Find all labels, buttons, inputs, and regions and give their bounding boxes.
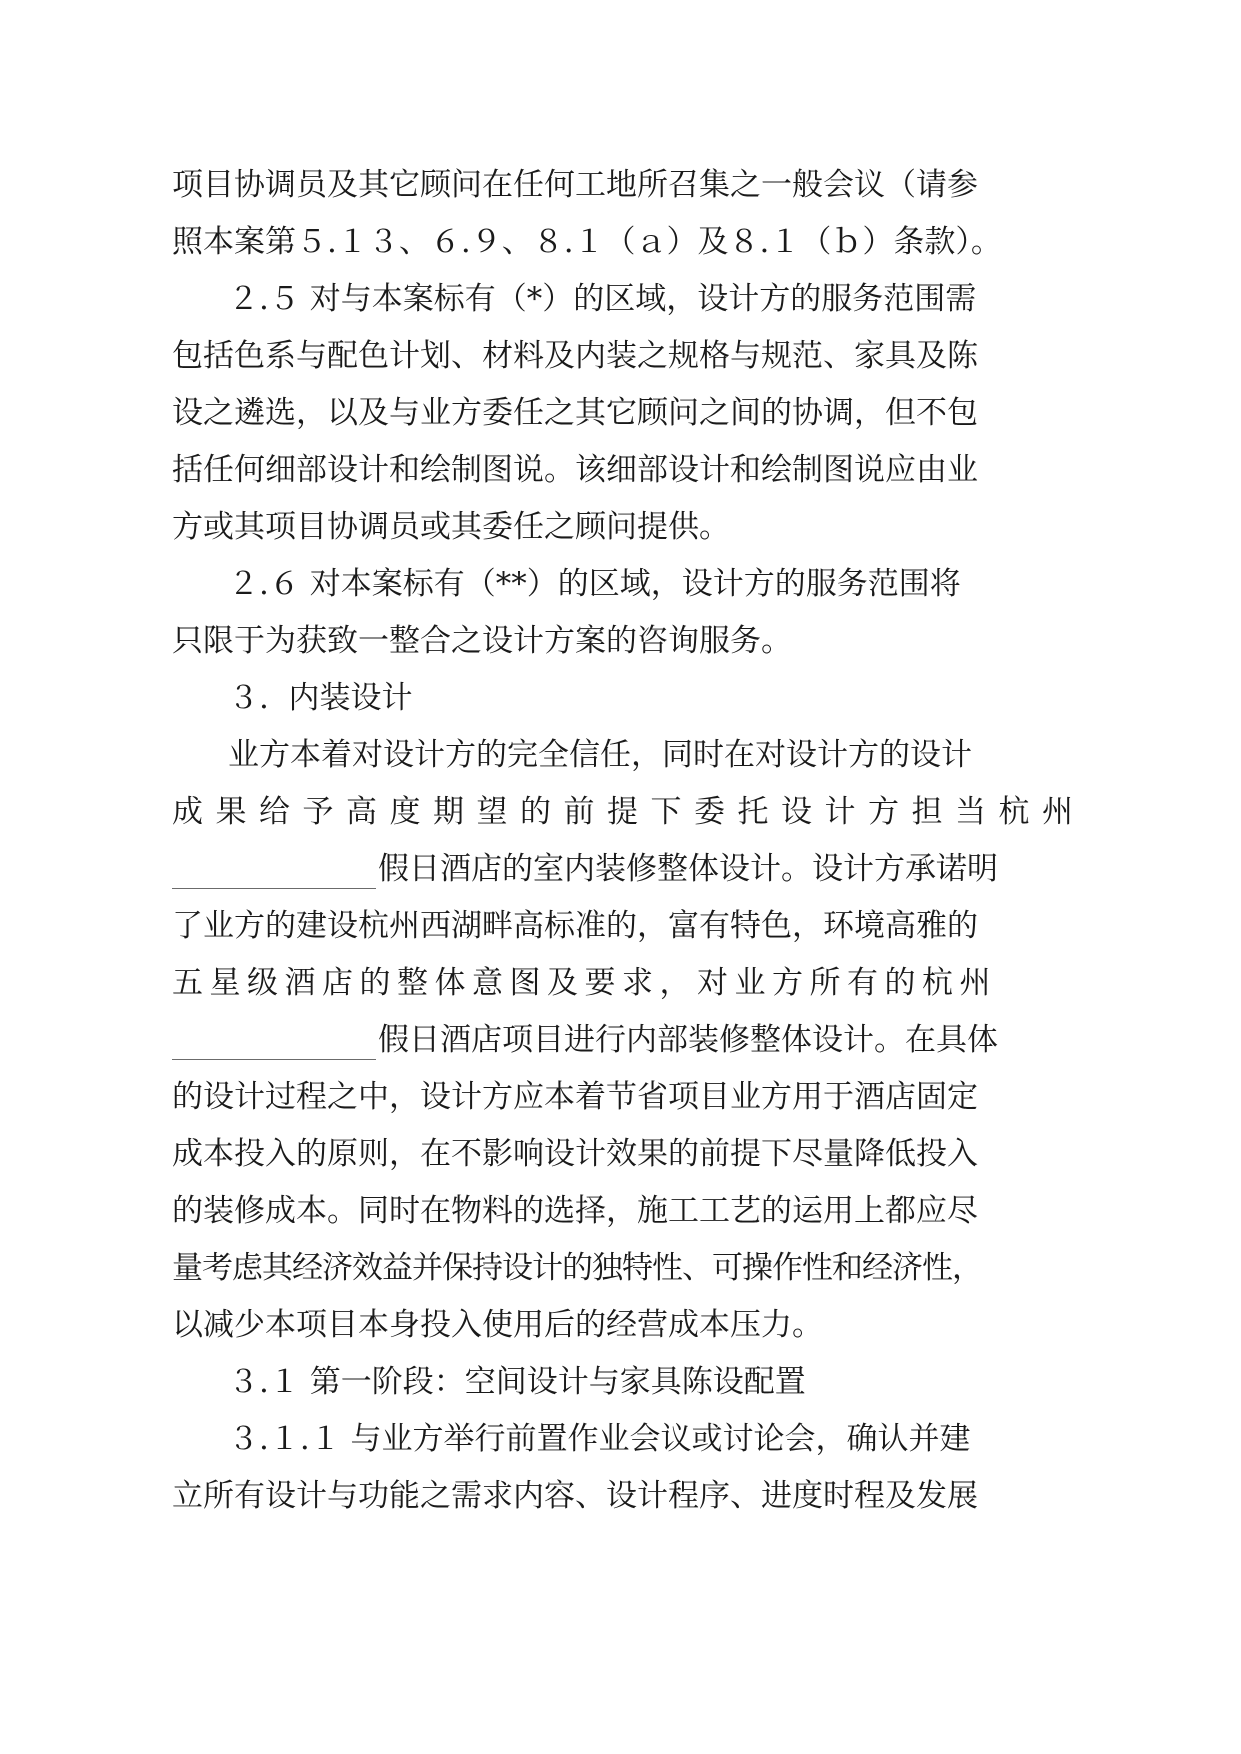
text-line-14: 了业方的建设杭州西湖畔高标准的，富有特色，环境高雅的 bbox=[172, 908, 978, 944]
text-line-24: 立所有设计与功能之需求内容、设计程序、进度时程及发展 bbox=[172, 1478, 978, 1514]
section-heading-3: ３. 内装设计 bbox=[228, 680, 413, 716]
fill-in-blank bbox=[172, 1031, 376, 1060]
text-line-21: 以减少本项目本身投入使用后的经营成本压力。 bbox=[172, 1307, 823, 1343]
text-line-12: 成果给予高度期望的前提下委托设计方担当杭州 bbox=[172, 794, 1086, 830]
text-line-17: 的设计过程之中，设计方应本着节省项目业方用于酒店固定 bbox=[172, 1079, 978, 1115]
text-line-18: 成本投入的原则，在不影响设计效果的前提下尽量降低投入 bbox=[172, 1136, 978, 1172]
text-line-4: 包括色系与配色计划、材料及内装之规格与规范、家具及陈 bbox=[172, 338, 978, 374]
text-line-13 bbox=[172, 849, 998, 889]
section-heading-3-1: ３.１ 第一阶段：空间设计与家具陈设配置 bbox=[228, 1364, 806, 1400]
clause-3-1-1: ３.１.１ 与业方举行前置作业会议或讨论会，确认并建 bbox=[228, 1421, 971, 1457]
text-line-1: 项目协调员及其它顾问在任何工地所召集之一般会议（请参 bbox=[172, 167, 978, 203]
text-line-19: 的装修成本。同时在物料的选择，施工工艺的运用上都应尽 bbox=[172, 1193, 978, 1229]
text-line-6: 括任何细部设计和绘制图说。该细部设计和绘制图说应由业 bbox=[172, 452, 978, 488]
clause-2-5: ２.５ 对与本案标有（*）的区域，设计方的服务范围需 bbox=[228, 281, 977, 317]
text-line-7: 方或其项目协调员或其委任之顾问提供。 bbox=[172, 509, 730, 545]
text-line-2: 照本案第５.１３、６.９、８.１（ａ）及８.１（ｂ）条款）。 bbox=[172, 224, 1002, 260]
clause-2-6: ２.６ 对本案标有（**）的区域，设计方的服务范围将 bbox=[228, 566, 961, 602]
fill-in-blank bbox=[172, 860, 376, 889]
text-line-16-content: 假日酒店项目进行内部装修整体设计。在具体 bbox=[378, 1022, 998, 1058]
text-line-16 bbox=[172, 1020, 998, 1060]
text-line-11: 业方本着对设计方的完全信任，同时在对设计方的设计 bbox=[228, 737, 972, 773]
text-line-20: 量考虑其经济效益并保持设计的独特性、可操作性和经济性， bbox=[172, 1250, 982, 1286]
text-line-5: 设之遴选，以及与业方委任之其它顾问之间的协调，但不包 bbox=[172, 395, 978, 431]
text-line-13-content: 假日酒店的室内装修整体设计。设计方承诺明 bbox=[378, 851, 998, 887]
text-line-15: 五星级酒店的整体意图及要求，对业方所有的杭州 bbox=[172, 965, 997, 1001]
text-line-9: 只限于为获致一整合之设计方案的咨询服务。 bbox=[172, 623, 792, 659]
